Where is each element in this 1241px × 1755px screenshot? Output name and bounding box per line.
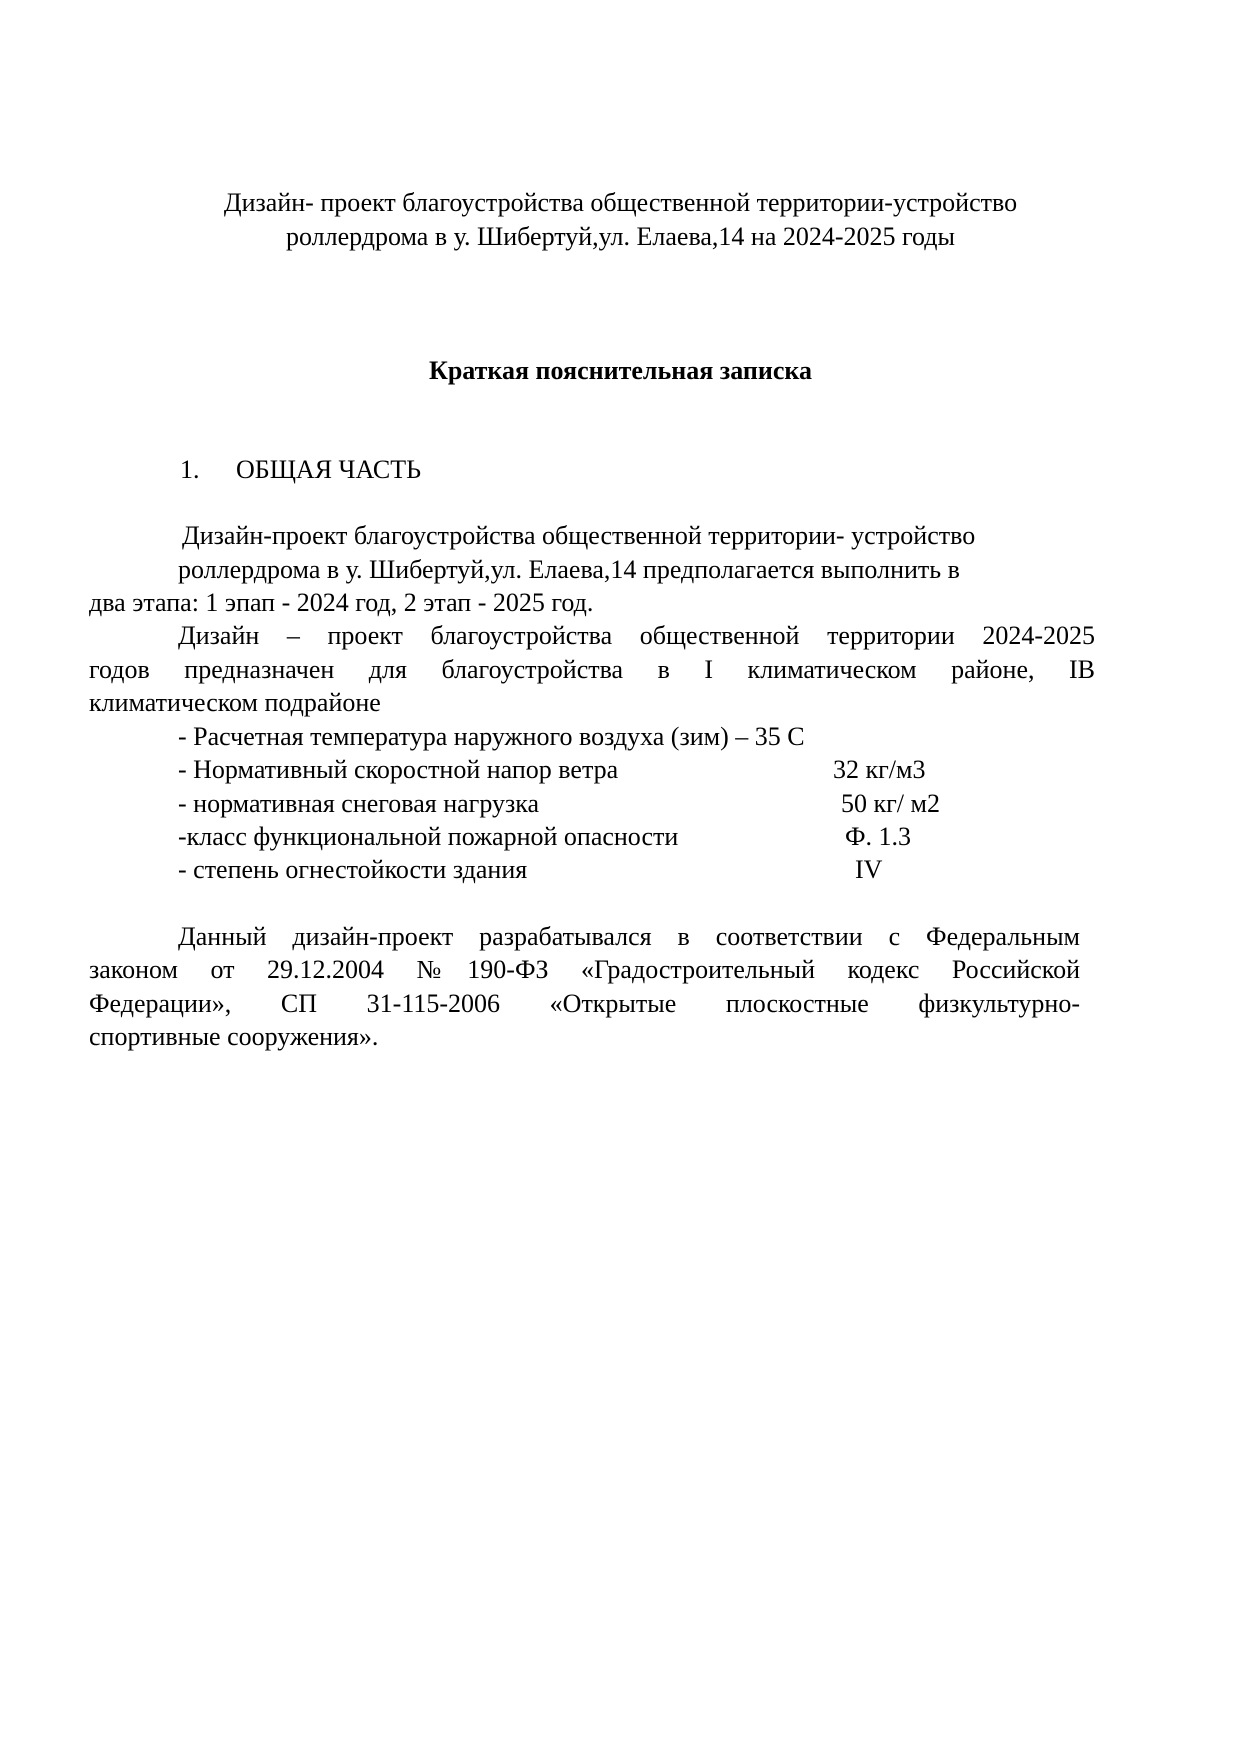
section-title: ОБЩАЯ ЧАСТЬ [236, 455, 422, 484]
paragraph-3-line-3: Федерации», СП 31-115-2006 «Открытые плоскостные физкультурно- [89, 989, 1080, 1018]
parameter-value: Ф. 1.3 [845, 822, 912, 851]
document-title-line-1: Дизайн- проект благоустройства общественной территории-устройство [223, 188, 1018, 217]
paragraph-3-line-1: Данный дизайн-проект разрабатывался в соответствии с Федеральным [178, 922, 1080, 951]
paragraph-3-line-2: законом от 29.12.2004 №190-ФЗ «Градостроительный кодекс Российской [89, 955, 1080, 984]
parameter-label: - степень огнестойкости здания [178, 855, 528, 884]
paragraph-2-line-2: годов предназначен для благоустройства в I климатическом районе, IB [89, 655, 1095, 684]
paragraph-1-line-2: роллердрома в у. Шибертуй,ул. Елаева,14 предполагается выполнить в [178, 555, 960, 584]
parameter-label: -класс функциональной пожарной опасности [178, 822, 679, 851]
document-subtitle: Краткая пояснительная записка [428, 356, 812, 385]
paragraph-2-line-3: климатическом подрайоне [89, 688, 381, 717]
parameter-value: 50 кг/ м2 [841, 789, 940, 818]
paragraph-1-line-3: два этапа: 1 эпап - 2024 год, 2 этап - 2025 год. [89, 588, 594, 617]
parameter-label: - Расчетная температура наружного воздуха (зим) – 35 С [178, 722, 805, 751]
paragraph-3-line-4: спортивные сооружения». [89, 1022, 379, 1051]
parameter-value: IV [855, 855, 883, 884]
parameter-label: - нормативная снеговая нагрузка [178, 789, 540, 818]
parameter-value: 32 кг/м3 [833, 755, 926, 784]
paragraph-1-line-1: Дизайн-проект благоустройства общественной территории- устройство [182, 521, 976, 550]
document-title-line-2: роллердрома в у. Шибертуй,ул. Елаева,14 на 2024-2025 годы [285, 222, 955, 251]
paragraph-2-line-1: Дизайн – проект благоустройства общественной территории 2024-2025 [178, 621, 1095, 650]
parameter-label: - Нормативный скоростной напор ветра [178, 755, 619, 784]
section-number: 1. [180, 455, 200, 484]
